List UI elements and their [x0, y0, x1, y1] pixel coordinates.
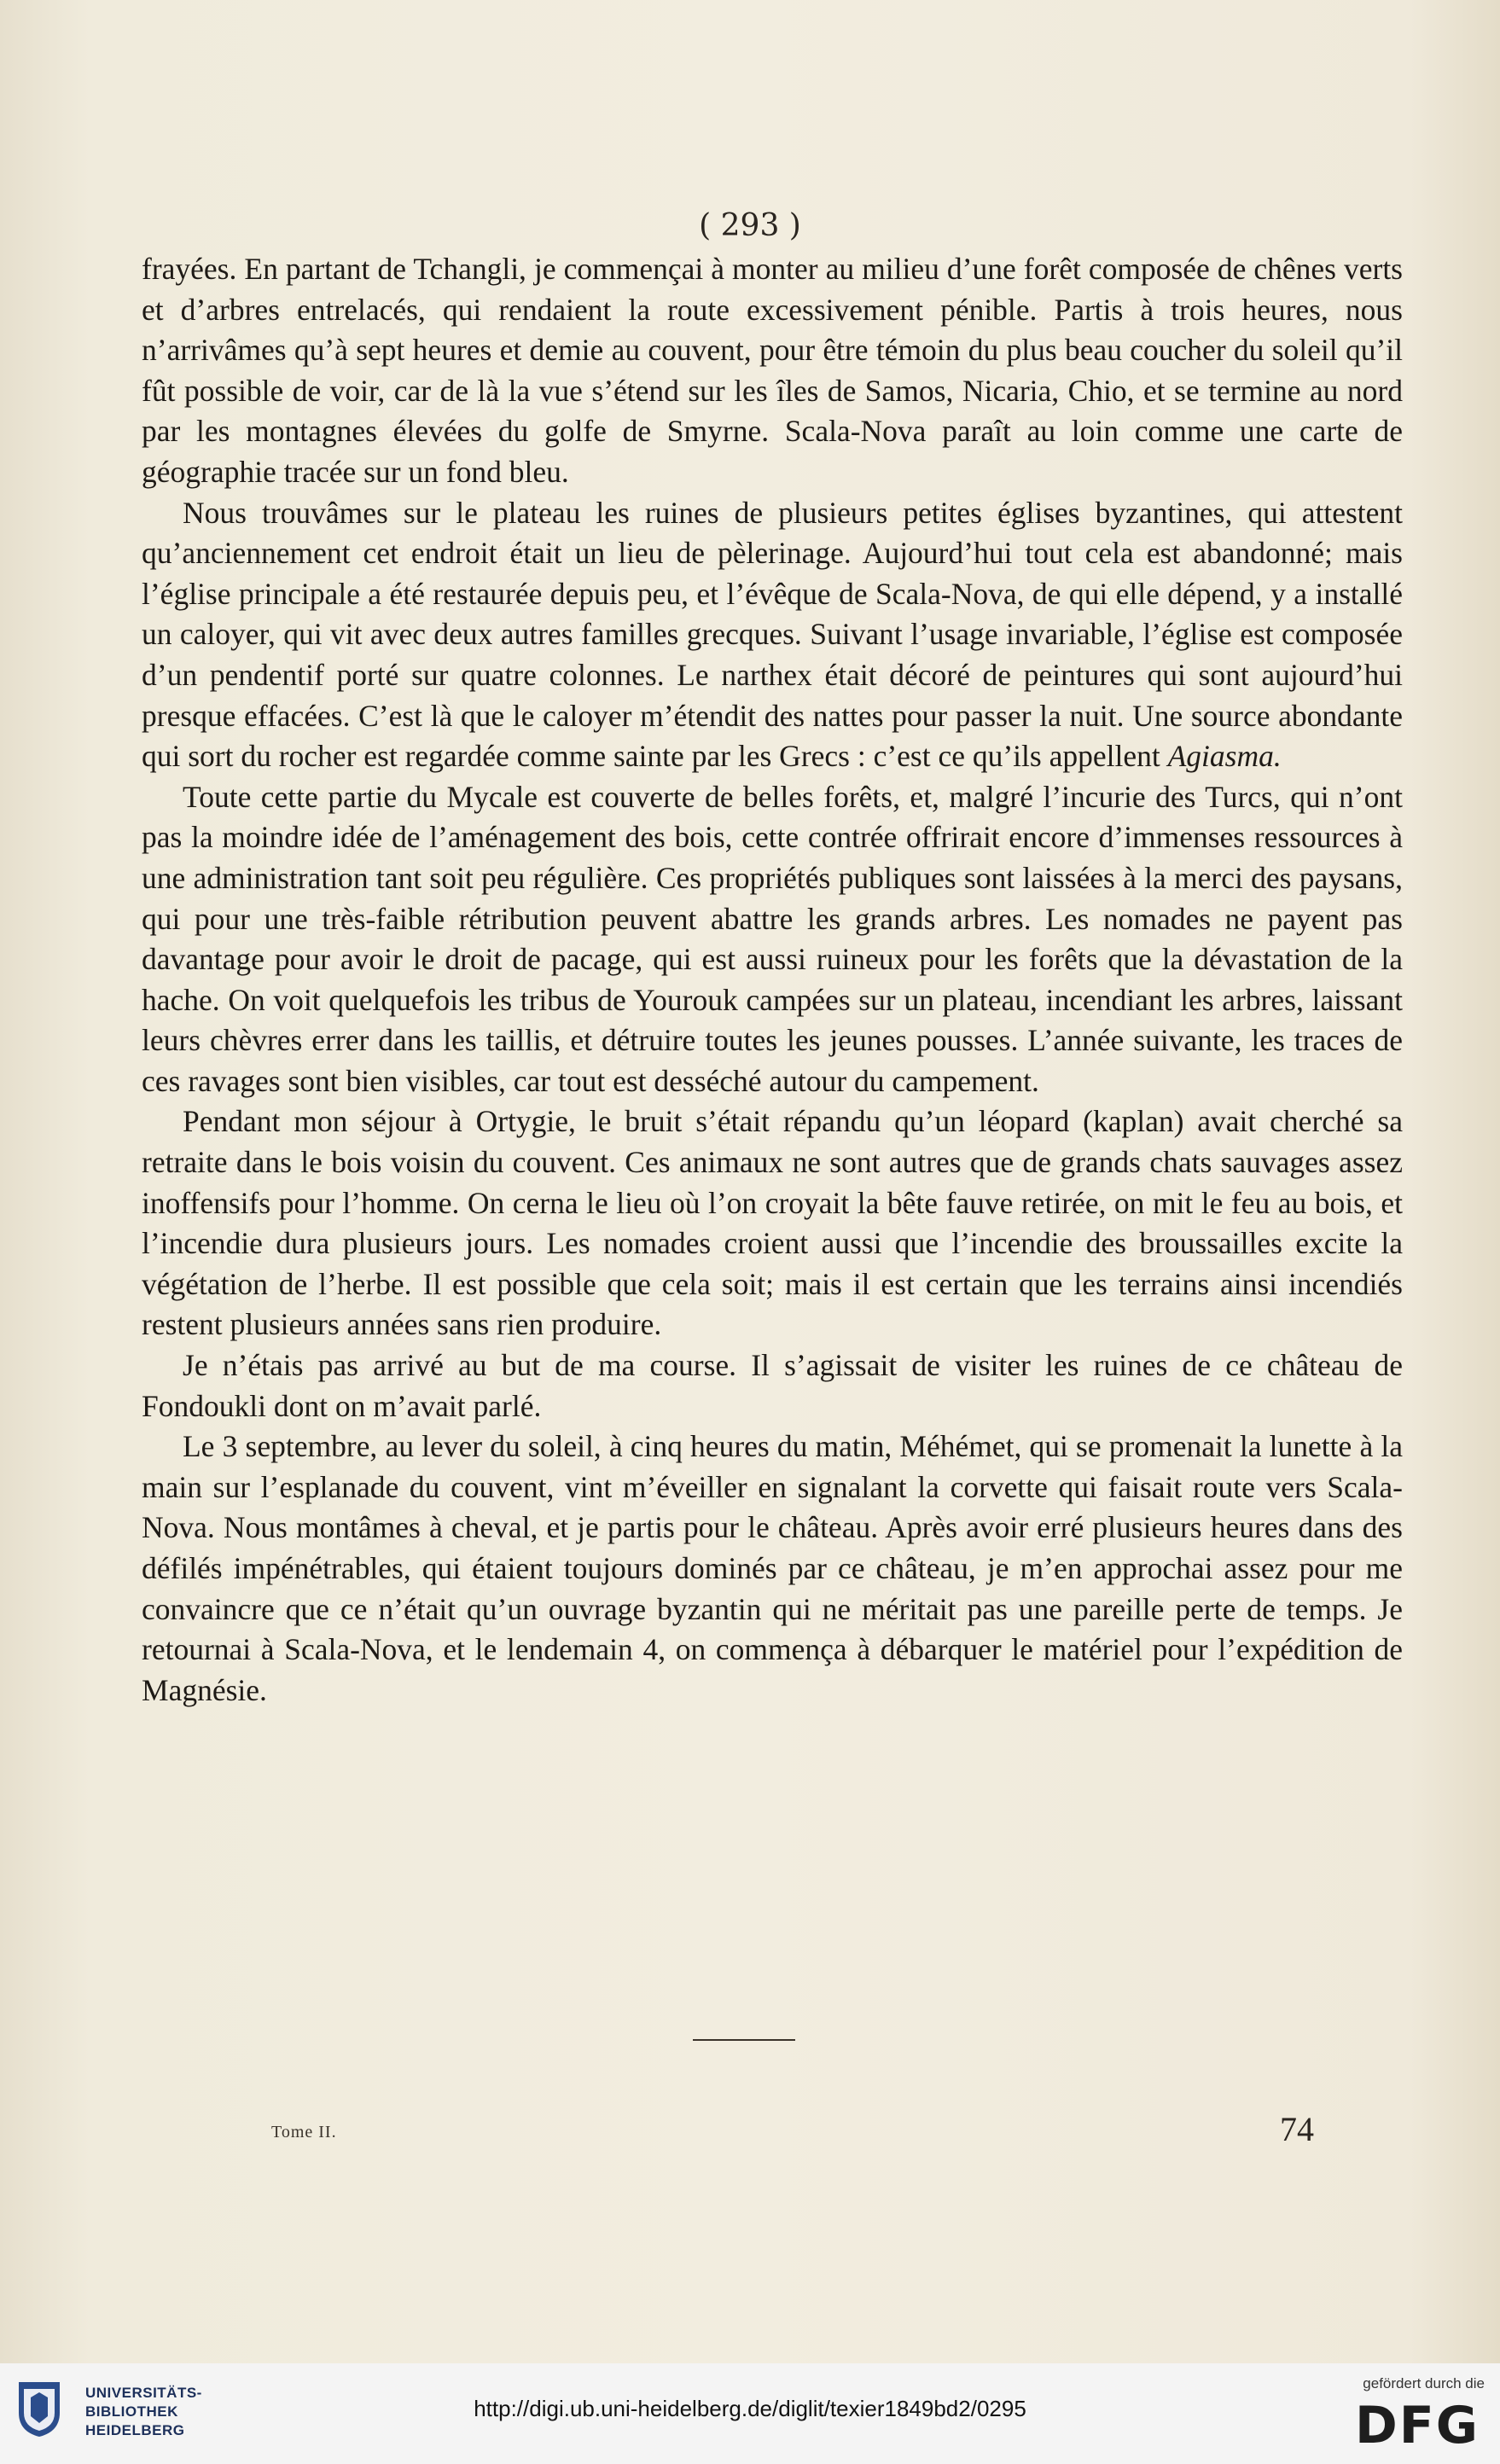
paragraph-2: [142, 493, 1403, 777]
dfg-logo: DFG: [1354, 2396, 1480, 2455]
signature-mark: 74: [1280, 2110, 1314, 2148]
funding-caption: gefördert durch die: [1363, 2375, 1485, 2391]
institution-name: UNIVERSITÄTS- BIBLIOTHEK HEIDELBERG: [85, 2385, 202, 2438]
paragraph-5: Je n’étais pas arrivé au but de ma course. Il s’agissait de visiter les ruines de ce château de Fondoukli dont on m’avait parlé.: [142, 1348, 1403, 1423]
page-number: ( 293 ): [699, 208, 801, 243]
footer-bar: [0, 2363, 1500, 2464]
paragraph-2-text: Nous trouvâmes sur le plateau les ruines de plusieurs petites églises byzantines, qui attestent qu’anciennement cet endroit était un lieu de pèlerinage. Aujourd’hui tout cela est abandonné; mais l’église principale a été restaurée depuis peu, et l’évêque de Scala-Nova, de qui elle dépend, y a installé un caloyer, qui vit avec deux autres familles grecques. Suivant l’usage invariable, l’église est composée d’un pendentif porté sur quatre colonnes. Le narthex était décoré de peintures qui sont aujourd’hui presque effacées. C’est là que le caloyer m’étendit des nattes pour passer la nuit. Une source abondante qui sort du rocher est regardée comme sainte par les Grecs : c’est ce qu’ils appellent: [142, 495, 1403, 774]
italic-term: Agiasma.: [1167, 739, 1282, 774]
paragraph-1: frayées. En partant de Tchangli, je commençai à monter au milieu d’une forêt composée de chênes verts et d’arbres entrelacés, qui rendaient la route excessivement pénible. Partis à trois heures, nous n’arrivâmes qu’à sept heures et demie au couvent, pour être témoin du plus beau coucher du soleil qu’il fût possible de voir, car de là la vue s’étend sur les îles de Samos, Nicaria, Chio, et se termine au nord par les montagnes élevées du golfe de Smyrne. Scala-Nova paraît au loin comme une carte de géographie tracée sur un fond bleu.: [142, 252, 1403, 489]
body-text: [142, 249, 1403, 1711]
end-rule: [693, 2039, 795, 2041]
volume-label: Tome II.: [271, 2123, 337, 2141]
paragraph-4: Pendant mon séjour à Ortygie, le bruit s’était répandu qu’un léopard (kaplan) avait cherché sa retraite dans le bois voisin du couvent. Ces animaux ne sont autres que de grands chats sauvages assez inoffensifs pour l’homme. On cerna le lieu où l’on croyait la bête fauve retirée, on mit le feu au bois, et l’incendie dura plusieurs jours. Les nomades croient aussi que l’incendie des broussailles excite la végétation de l’herbe. Il est possible que cela soit; mais il est certain que les terrains ainsi incendiés restent plusieurs années sans rien produire.: [142, 1104, 1403, 1342]
source-url[interactable]: http://digi.ub.uni-heidelberg.de/diglit/texier1849bd2/0295: [474, 2396, 1026, 2421]
paragraph-3: Toute cette partie du Mycale est couverte de belles forêts, et, malgré l’incurie des Turcs, qui n’ont pas la moindre idée de l’aménagement des bois, cette contrée offrirait encore d’immenses ressources à une administration tant soit peu régulière. Ces propriétés publiques sont laissées à la merci des paysans, qui pour une très-faible rétribution peuvent abattre les grands arbres. Les nomades ne payent pas davantage pour avoir le droit de pacage, qui est aussi ruineux pour les forêts que la dévastation de la hache. On voit quelquefois les tribus de Yourouk campées sur un plateau, incendiant les arbres, laissant leurs chèvres errer dans les taillis, et détruire toutes les jeunes pousses. L’année suivante, les traces de ces ravages sont bien visibles, car tout est desséché autour du campement.: [142, 779, 1403, 1098]
paragraph-6: Le 3 septembre, au lever du soleil, à cinq heures du matin, Méhémet, qui se promenait la lunette à la main sur l’esplanade du couvent, vint m’éveiller en signalant la corvette qui faisait route vers Scala-Nova. Nous montâmes à cheval, et je partis pour le château. Après avoir erré plusieurs heures dans des défilés impénétrables, qui étaient toujours dominés par ce château, je m’en approchai assez pour me convaincre que ce n’était qu’un ouvrage byzantin qui ne méritait pas une pareille perte de temps. Je retournai à Scala-Nova, et le lendemain 4, on commença à débarquer le matériel pour l’expédition de Magnésie.: [142, 1429, 1403, 1707]
